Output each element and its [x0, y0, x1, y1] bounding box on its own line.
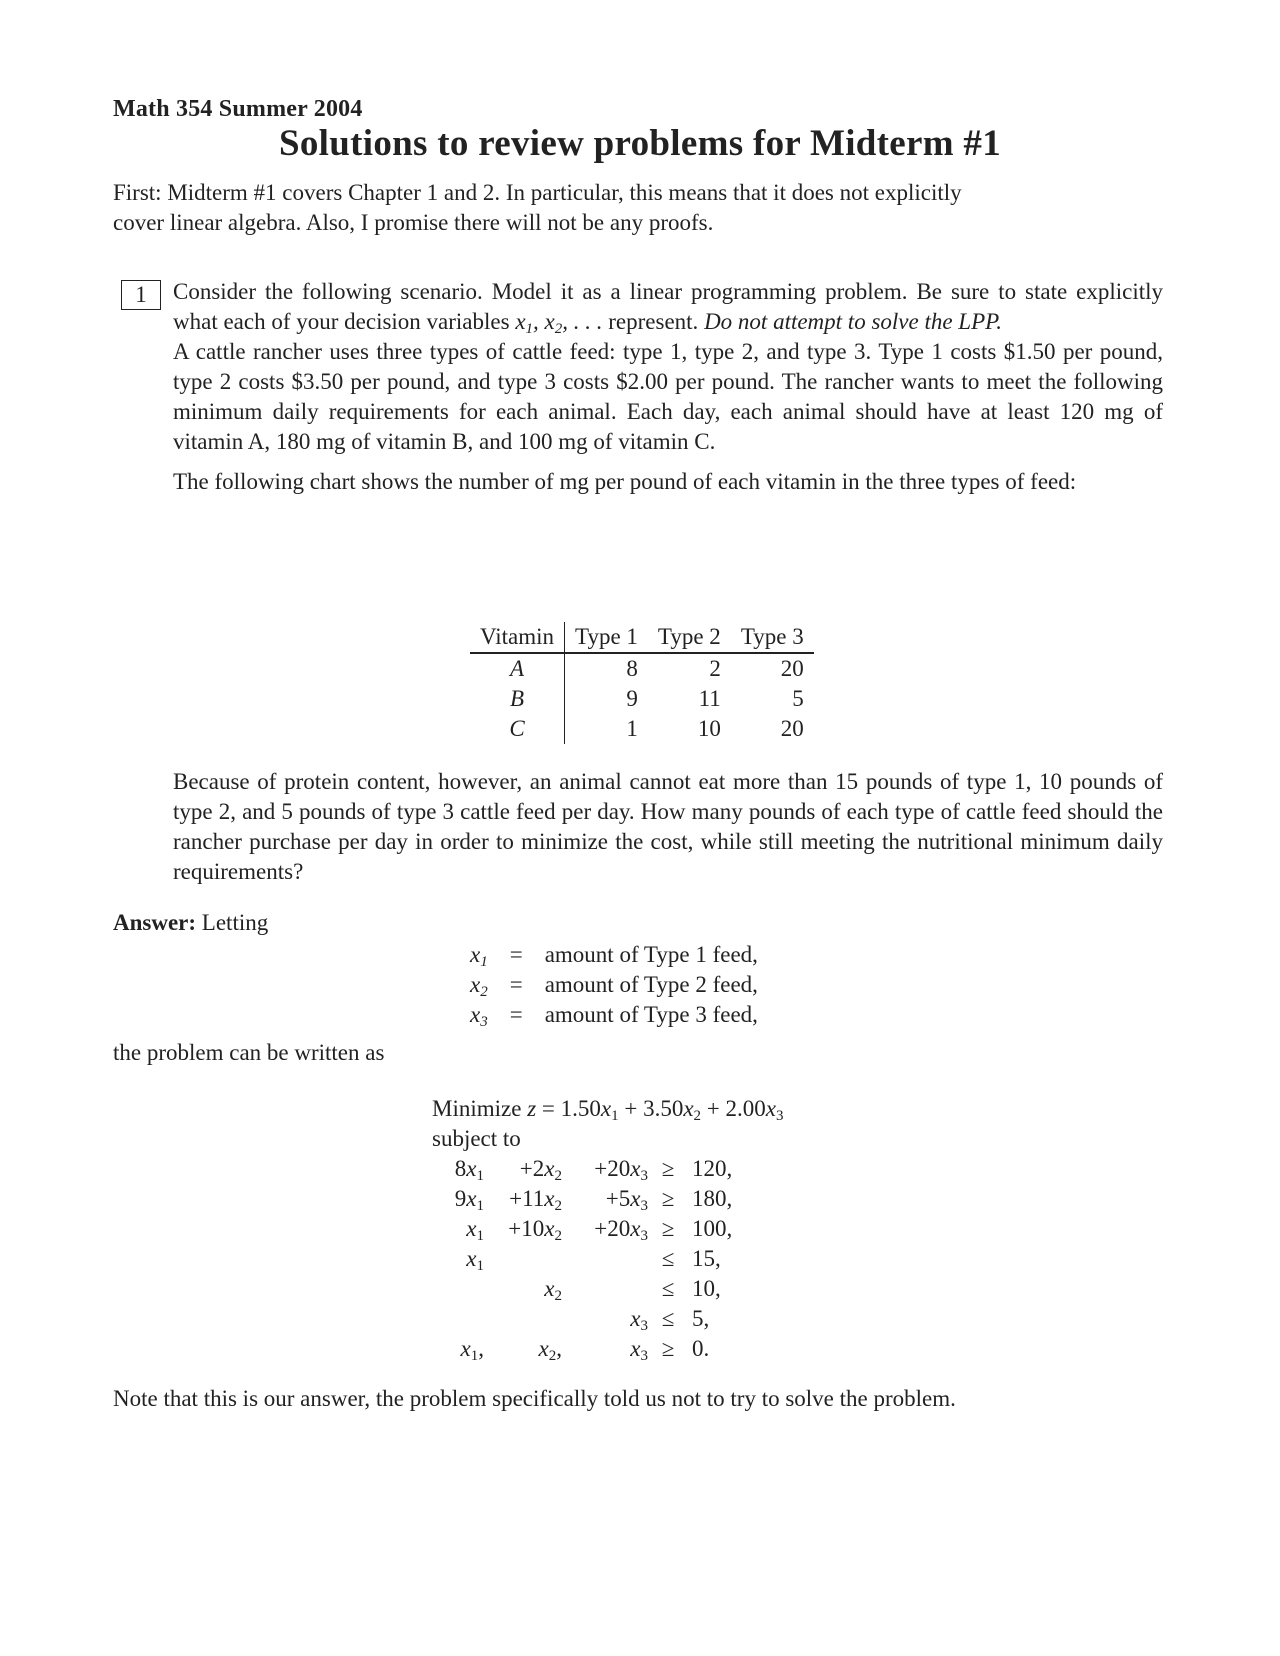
- table-header: Type 3: [731, 622, 814, 653]
- constraint-row: [432, 1304, 736, 1334]
- constraint-row: [432, 1184, 736, 1214]
- constraint-row: [432, 1244, 736, 1274]
- constraint-rhs: 10,: [692, 1276, 721, 1301]
- constraint-term: [566, 1274, 652, 1304]
- inequality-sign: ≤: [661, 1246, 675, 1271]
- table-cell: 11: [698, 686, 721, 711]
- definition-text: amount of Type 2 feed,: [544, 972, 758, 997]
- problem-statement: [173, 277, 1163, 497]
- vitamin-cell: B: [470, 684, 565, 714]
- linear-program: [432, 1094, 784, 1364]
- table-row: [470, 684, 814, 714]
- inequality-sign: ≥: [661, 1186, 675, 1211]
- inequality-sign: ≥: [661, 1336, 675, 1361]
- constraint-term: $+10x_2$: [508, 1216, 562, 1244]
- equals-sign: =: [509, 942, 523, 967]
- inequality-sign: ≥: [661, 1216, 675, 1241]
- answer-label: Answer:: [113, 910, 197, 935]
- instruction-italic: Do not attempt to solve the LPP.: [704, 309, 1002, 334]
- constraint-term: [566, 1244, 652, 1274]
- var-subscript: 3: [480, 1014, 488, 1030]
- constraint-rhs: 15,: [692, 1246, 721, 1271]
- vitamin-cell: C: [470, 714, 565, 744]
- intro-paragraph: [113, 178, 1163, 238]
- constraint-row: [432, 1214, 736, 1244]
- subject-to-line: subject to: [432, 1126, 521, 1151]
- instruction-text: Consider the following scenario. Model it as a linear programming problem. Be sure to state explicitly what each of your decision variables: [173, 279, 1163, 334]
- intro-line-1: First: Midterm #1 covers Chapter 1 and 2. In particular, this means that it does not explicitly: [113, 180, 962, 205]
- constraint-term: $x_3$: [630, 1336, 648, 1364]
- definition-text: amount of Type 3 feed,: [544, 1002, 758, 1027]
- constraint-term: [432, 1274, 488, 1304]
- table-row: [470, 653, 814, 684]
- vitamin-cell: A: [470, 653, 565, 684]
- constraint-row: [432, 1334, 736, 1364]
- constraint-row: [432, 1154, 736, 1184]
- constraint-term: $x_2$,: [538, 1336, 562, 1364]
- var-letter: x: [470, 972, 481, 997]
- constraint-term: [432, 1304, 488, 1334]
- table-header: Type 2: [648, 622, 731, 653]
- constraint-rhs: 0.: [692, 1336, 710, 1361]
- constraints-table: [432, 1154, 736, 1364]
- constraint-rhs: 5,: [692, 1306, 710, 1331]
- table-cell: 10: [697, 716, 721, 741]
- table-header: Type 1: [565, 622, 648, 653]
- instruction-text-2: represent.: [602, 309, 705, 334]
- constraint-term: $x_1$: [466, 1246, 484, 1274]
- variable-definitions: [470, 940, 758, 1030]
- definition-row: [470, 970, 758, 1000]
- var-subscript: 2: [480, 984, 488, 1000]
- inequality-sign: ≤: [661, 1276, 675, 1301]
- constraint-term: $9x_1$: [454, 1186, 484, 1214]
- constraint-term: $x_3$: [630, 1306, 648, 1334]
- page-title: Solutions to review problems for Midterm #1: [278, 123, 1001, 164]
- intro-line-2: cover linear algebra. Also, I promise there will not be any proofs.: [113, 210, 714, 235]
- definition-variable: [470, 940, 488, 970]
- problem-number-box: 1: [121, 280, 161, 310]
- table-row: [470, 714, 814, 744]
- table-cell: 5: [792, 686, 804, 711]
- written-as-text: the problem can be written as: [113, 1040, 385, 1065]
- table-cell: 8: [626, 656, 638, 681]
- constraint-term: [488, 1304, 566, 1334]
- objective-function: $z = 1.50x_1 + 3.50x_2 + 2.00x_3$: [527, 1096, 784, 1124]
- table-header: Vitamin: [470, 622, 565, 653]
- chart-intro: The following chart shows the number of mg per pound of each vitamin in the three types of feed:: [173, 469, 1077, 494]
- table-cell: 20: [780, 716, 804, 741]
- constraint-term: $+20x_3$: [594, 1216, 648, 1244]
- closing-note: Note that this is our answer, the problem specifically told us not to try to solve the problem.: [113, 1386, 956, 1411]
- var-letter: x: [470, 942, 481, 967]
- course-header: Math 354 Summer 2004: [113, 96, 363, 122]
- definition-row: [470, 940, 758, 970]
- constraint-term: $x_1$,: [460, 1336, 484, 1364]
- equals-sign: =: [509, 1002, 523, 1027]
- table-header-row: [470, 622, 814, 653]
- table-cell: 9: [626, 686, 638, 711]
- constraint-term: $x_1$: [466, 1216, 484, 1244]
- constraint-rhs: 120,: [692, 1156, 733, 1181]
- answer-line: [113, 910, 268, 936]
- answer-text: Letting: [201, 910, 269, 935]
- protein-paragraph: Because of protein content, however, an animal cannot eat more than 15 pounds of type 1, 10 pounds of type 2, and 5 pounds of type 3 cattle feed per day. How many pounds of each type of cattle feed should the rancher purchase per day in order to minimize the cost, while still meeting the nutritional minimum daily requirements?: [173, 769, 1163, 884]
- problem-instructions: [173, 277, 1163, 337]
- objective-line: [432, 1094, 784, 1124]
- minimize-word: Minimize: [432, 1096, 522, 1121]
- constraint-term: $+20x_3$: [594, 1156, 648, 1184]
- vitamin-table: [470, 622, 814, 744]
- definition-text: amount of Type 1 feed,: [544, 942, 758, 967]
- constraint-row: [432, 1274, 736, 1304]
- constraint-term: $+5x_3$: [605, 1186, 648, 1214]
- var-letter: x: [470, 1002, 481, 1027]
- constraint-rhs: 100,: [692, 1216, 733, 1241]
- constraint-term: $8x_1$: [454, 1156, 484, 1184]
- equals-sign: =: [509, 972, 523, 997]
- constraint-term: $x_2$: [544, 1276, 562, 1304]
- constraint-term: $+2x_2$: [519, 1156, 562, 1184]
- definition-row: [470, 1000, 758, 1030]
- definition-variable: [470, 970, 488, 1000]
- table-cell: 20: [780, 656, 804, 681]
- inequality-sign: ≤: [661, 1306, 675, 1331]
- constraint-term: $+11x_2$: [509, 1186, 562, 1214]
- decision-variables: $x_1$, $x_2$, . . .: [515, 309, 603, 337]
- constraint-term: [488, 1244, 566, 1274]
- constraint-rhs: 180,: [692, 1186, 733, 1211]
- table-cell: 1: [626, 716, 638, 741]
- scenario-paragraph: A cattle rancher uses three types of cattle feed: type 1, type 2, and type 3. Type 1 costs $1.50 per pound, type 2 costs $3.50 per pound, and type 3 costs $2.00 per pound. The rancher wants to meet the following minimum daily requirements for each animal. Each day, each animal should have at least 120 mg of vitamin A, 180 mg of vitamin B, and 100 mg of vitamin C.: [173, 339, 1163, 454]
- inequality-sign: ≥: [661, 1156, 675, 1181]
- var-subscript: 1: [480, 954, 488, 970]
- definition-variable: [470, 1000, 488, 1030]
- table-cell: 2: [709, 656, 721, 681]
